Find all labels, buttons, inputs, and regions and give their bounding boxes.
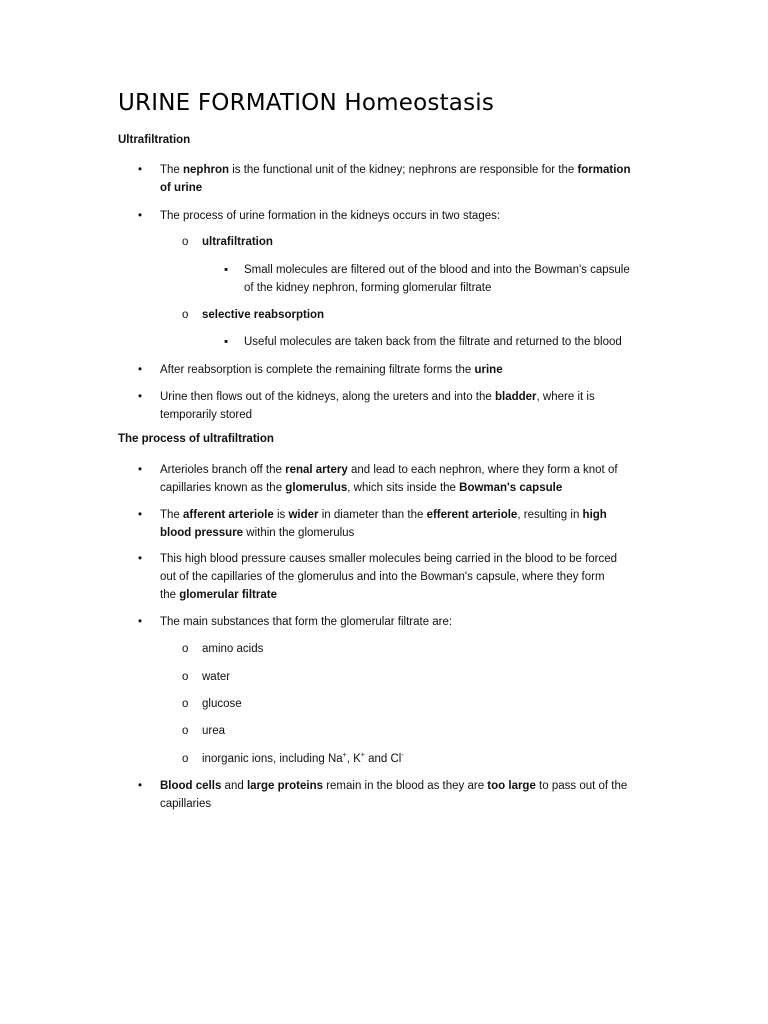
- text-run: capillaries: [160, 798, 212, 810]
- text-run: The process of urine formation in the kidneys occurs in two stages:: [160, 210, 501, 222]
- text-run: the: [160, 589, 180, 601]
- bold-term: Bowman's capsule: [459, 482, 563, 494]
- text-run: is the functional unit of the kidney; nephrons are responsible for the: [229, 164, 578, 176]
- sub-marker: o: [182, 643, 189, 655]
- text-run: , which sits inside the: [347, 482, 460, 494]
- text-run: The main substances that form the glomerular filtrate are:: [160, 616, 453, 628]
- bold-term: wider: [288, 509, 319, 521]
- text-run: within the glomerulus: [243, 527, 355, 539]
- text-run: remain in the blood as they are: [323, 780, 488, 792]
- bullet-marker: •: [138, 164, 143, 176]
- list-item-text: [160, 795, 211, 813]
- sub-marker: o: [182, 309, 189, 321]
- text-run: temporarily stored: [160, 409, 253, 421]
- bold-term: large proteins: [246, 780, 323, 792]
- list-item-text: [160, 179, 202, 197]
- list-item-text: [160, 388, 595, 406]
- subsub-item-text: Small molecules are filtered out of the blood and into the Bowman's capsule: [244, 264, 630, 276]
- bold-term: efferent arteriole: [426, 509, 518, 521]
- bold-term: too large: [487, 780, 536, 792]
- subsub-marker: ▪: [224, 264, 229, 276]
- subsub-item-text: Useful molecules are taken back from the filtrate and returned to the blood: [244, 336, 622, 348]
- text-run: This high blood pressure causes smaller molecules being carried in the blood to be forced: [160, 553, 618, 565]
- list-item-text: [160, 207, 500, 225]
- bold-term: glomerular filtrate: [179, 589, 277, 601]
- bullet-marker: •: [138, 553, 143, 565]
- sub-item-text: urea: [202, 725, 226, 737]
- bold-term: high: [582, 509, 607, 521]
- sub-marker: o: [182, 698, 189, 710]
- sub-item-text: glucose: [202, 698, 242, 710]
- subsub-marker: ▪: [224, 336, 229, 348]
- sub-marker: o: [182, 753, 189, 765]
- sub-item-text: amino acids: [202, 643, 264, 655]
- bold-term: urine: [474, 364, 503, 376]
- text-run: out of the capillaries of the glomerulus and into the Bowman's capsule, where they form: [160, 571, 605, 583]
- sub-marker: o: [182, 671, 189, 683]
- sub-item-text: [202, 233, 273, 251]
- list-item-text: [160, 568, 605, 586]
- text-run: and lead to each nephron, where they form a knot of: [347, 464, 618, 476]
- bold-term: renal artery: [285, 464, 348, 476]
- list-item-text: [160, 550, 617, 568]
- list-item-text: [160, 361, 503, 379]
- bold-term: Blood cells: [160, 780, 222, 792]
- list-item-text: [160, 479, 562, 497]
- text-run: The: [160, 164, 184, 176]
- text-run: inorganic ions, including Na: [202, 753, 343, 765]
- section-heading: The process of ultrafiltration: [118, 433, 274, 445]
- bold-term: blood pressure: [160, 527, 244, 539]
- list-item-text: [160, 613, 452, 631]
- bullet-marker: •: [138, 391, 143, 403]
- section-heading: Ultrafiltration: [118, 134, 191, 146]
- text-run: in diameter than the: [318, 509, 427, 521]
- sub-item-text: [202, 750, 404, 768]
- text-run: Arterioles branch off the: [160, 464, 286, 476]
- bold-term: glomerulus: [285, 482, 348, 494]
- list-item-text: [160, 406, 252, 424]
- bold-term: ultrafiltration: [202, 236, 273, 248]
- bold-term: afferent arteriole: [183, 509, 274, 521]
- text-run: to pass out of the: [535, 780, 628, 792]
- bullet-marker: •: [138, 210, 143, 222]
- sub-marker: o: [182, 236, 189, 248]
- sub-item-text: [202, 306, 324, 324]
- bullet-marker: •: [138, 509, 143, 521]
- text-run: and: [221, 780, 247, 792]
- list-item-text: [160, 777, 627, 795]
- ion-charge: +: [342, 752, 347, 759]
- list-item-text: [160, 586, 277, 604]
- sub-marker: o: [182, 725, 189, 737]
- list-item-text: [160, 161, 630, 179]
- page-title: URINE FORMATION Homeostasis: [118, 90, 495, 116]
- text-run: , where it is: [536, 391, 595, 403]
- text-run: , resulting in: [517, 509, 583, 521]
- text-run: After reabsorption is complete the remaining filtrate forms the: [160, 364, 475, 376]
- text-run: Urine then flows out of the kidneys, along the ureters and into the: [160, 391, 495, 403]
- text-run: The: [160, 509, 184, 521]
- bold-term: selective reabsorption: [202, 309, 325, 321]
- bullet-marker: •: [138, 616, 143, 628]
- text-run: , K: [346, 753, 361, 765]
- text-run: capillaries known as the: [160, 482, 286, 494]
- text-run: is: [273, 509, 289, 521]
- list-item-text: [160, 524, 354, 542]
- subsub-item-text: of the kidney nephron, forming glomerular filtrate: [244, 282, 492, 294]
- bullet-marker: •: [138, 364, 143, 376]
- ion-charge: +: [360, 752, 365, 759]
- list-item-text: [160, 461, 618, 479]
- bullet-marker: •: [138, 780, 143, 792]
- bold-term: nephron: [183, 164, 230, 176]
- bold-term: bladder: [494, 391, 537, 403]
- ion-charge: -: [401, 752, 404, 759]
- text-run: and Cl: [364, 753, 402, 765]
- list-item-text: [160, 506, 607, 524]
- bold-term: formation: [577, 164, 631, 176]
- bold-term: of urine: [160, 182, 203, 194]
- bullet-marker: •: [138, 464, 143, 476]
- sub-item-text: water: [202, 671, 231, 683]
